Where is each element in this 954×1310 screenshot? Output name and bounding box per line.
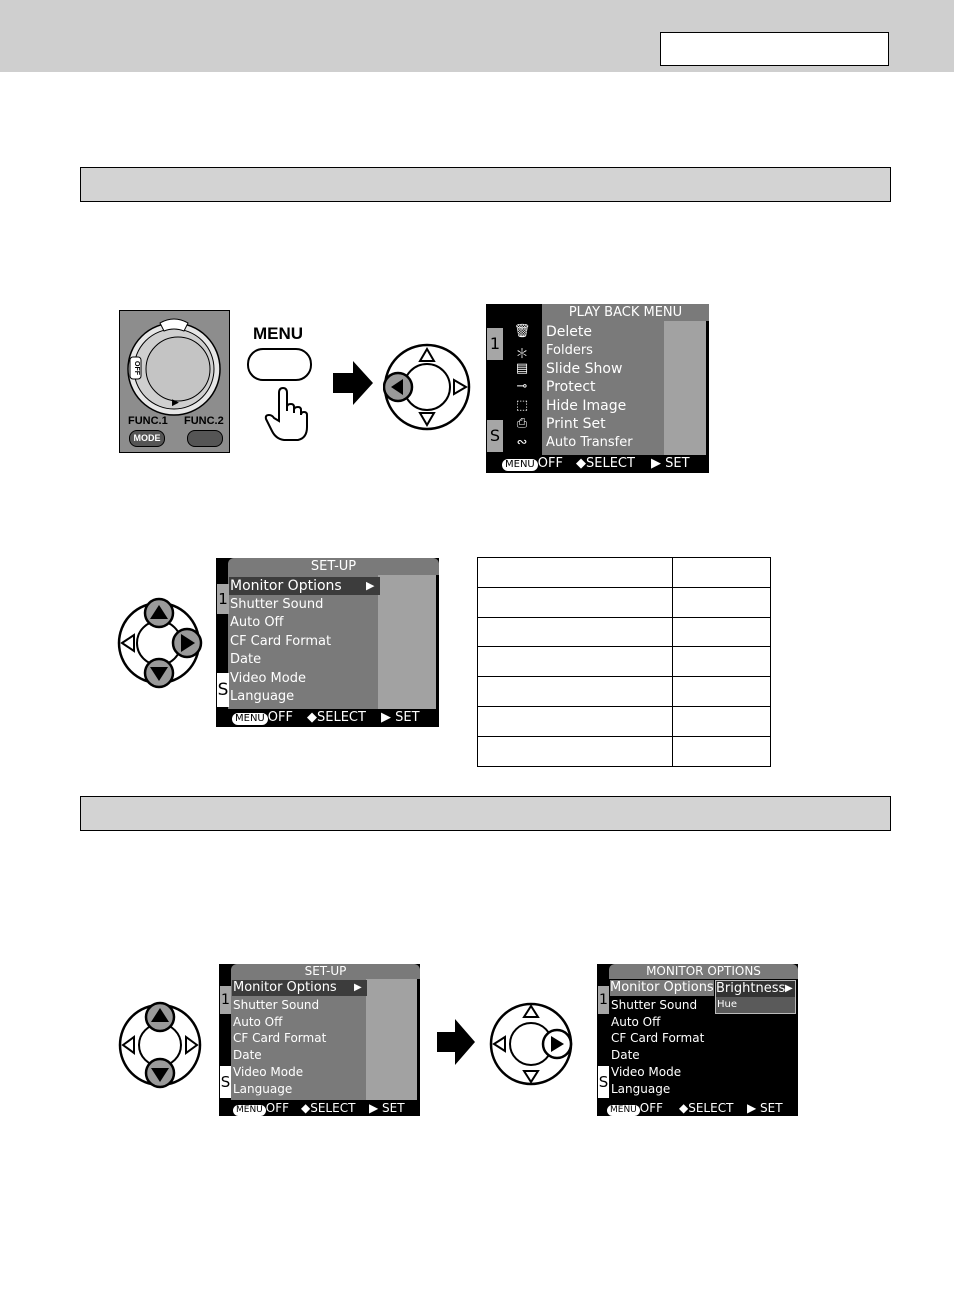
monitor-options-footer	[597, 1100, 798, 1116]
setup-menu-tab-s-small[interactable]: S	[220, 1066, 231, 1098]
setup-item-date[interactable]: Date	[233, 1048, 262, 1062]
table-row	[478, 617, 771, 647]
footer-select: ◆SELECT	[307, 710, 366, 725]
table-cell	[478, 677, 673, 707]
multi-selector-right-pressed[interactable]	[487, 998, 575, 1090]
submenu-item-hue[interactable]: Hue	[717, 999, 738, 1010]
menu-item-protect[interactable]: Protect	[546, 379, 596, 395]
next-step-arrow-icon	[333, 361, 373, 405]
setup-menu-tab-1-small[interactable]: 1	[220, 986, 231, 1014]
setup-item-auto-off[interactable]: Auto Off	[611, 1015, 661, 1029]
menu-button-label: MENU	[253, 324, 304, 343]
setup-item-language[interactable]: Language	[230, 689, 295, 704]
footer-off: OFF	[265, 1101, 290, 1115]
multi-selector-up-down-right[interactable]	[117, 597, 205, 689]
table-cell	[673, 647, 771, 677]
setup-item-monitor-options[interactable]: Monitor Options	[232, 980, 367, 996]
setup-item-cf-card-format[interactable]: CF Card Format	[233, 1031, 327, 1045]
setup-item-shutter-sound[interactable]: Shutter Sound	[233, 998, 320, 1012]
asterisk-folder-icon: ＊	[515, 347, 529, 362]
footer-select: ◆SELECT	[301, 1101, 356, 1115]
table-cell	[478, 706, 673, 736]
table-row	[478, 677, 771, 707]
footer-off: OFF	[267, 710, 293, 725]
setup-item-shutter-sound[interactable]: Shutter Sound	[611, 998, 698, 1012]
table-cell	[478, 736, 673, 766]
table-cell	[478, 617, 673, 647]
menu-item-delete[interactable]: Delete	[546, 324, 592, 340]
exposure-compensation-button[interactable]	[187, 430, 223, 447]
submenu-arrow-icon: ▶	[366, 579, 375, 592]
menu-button[interactable]	[247, 348, 312, 381]
table-cell	[673, 587, 771, 617]
func1-label: FUNC.1	[128, 415, 168, 427]
setup-item-monitor-options[interactable]: Monitor Options	[610, 980, 714, 995]
setup-item-video-mode[interactable]: Video Mode	[611, 1065, 682, 1079]
table-cell	[673, 736, 771, 766]
footer-set: ▶ SET	[369, 1101, 405, 1115]
playback-menu-title: PLAY BACK MENU	[542, 304, 709, 321]
playback-menu-screen	[486, 304, 709, 473]
table-row	[478, 736, 771, 766]
section-heading-bar	[80, 796, 891, 831]
setup-menu-footer	[216, 709, 439, 727]
multi-selector-left-pressed[interactable]	[383, 343, 471, 431]
dial-playback-icon: ▶	[172, 397, 179, 407]
menu-key-badge: MENU	[232, 713, 268, 725]
monitor-options-tab-s[interactable]: S	[598, 1066, 609, 1098]
multi-selector-up-down[interactable]	[118, 997, 206, 1093]
footer-set: ▶ SET	[381, 710, 420, 725]
table-row	[478, 706, 771, 736]
table-cell	[478, 587, 673, 617]
setup-item-cf-card-format[interactable]: CF Card Format	[230, 634, 332, 649]
setup-menu-title-small: SET-UP	[231, 964, 420, 979]
setup-item-auto-off[interactable]: Auto Off	[230, 615, 284, 630]
menu-key-badge: MENU	[607, 1105, 640, 1116]
table-cell	[673, 706, 771, 736]
playback-menu-tab-s[interactable]: S	[487, 420, 503, 452]
setup-menu-title: SET-UP	[228, 558, 439, 575]
monitor-options-tab-1[interactable]: 1	[598, 986, 609, 1014]
footer-select: ◆SELECT	[576, 456, 635, 471]
menu-item-print-set[interactable]: Print Set	[546, 416, 606, 432]
footer-set: ▶ SET	[651, 456, 690, 471]
menu-item-hide-image[interactable]: Hide Image	[546, 398, 627, 414]
table-cell	[673, 677, 771, 707]
func2-label: FUNC.2	[184, 415, 224, 427]
setup-item-shutter-sound[interactable]: Shutter Sound	[230, 597, 324, 612]
trash-icon: 🗑	[513, 324, 531, 339]
next-step-arrow-icon	[437, 1019, 475, 1065]
blank-settings-table	[477, 557, 771, 767]
setup-item-video-mode[interactable]: Video Mode	[233, 1065, 304, 1079]
menu-item-slide-show[interactable]: Slide Show	[546, 361, 623, 377]
setup-item-date[interactable]: Date	[611, 1048, 640, 1062]
slideshow-icon: ▤	[515, 361, 529, 376]
setup-item-cf-card-format[interactable]: CF Card Format	[611, 1031, 705, 1045]
menu-key-badge: MENU	[233, 1105, 266, 1116]
footer-off: OFF	[639, 1101, 664, 1115]
monitor-options-title: MONITOR OPTIONS	[609, 964, 798, 979]
setup-menu-tab-s[interactable]: S	[217, 673, 229, 707]
mode-button[interactable]: MODE	[129, 430, 165, 447]
transfer-icon: ∾	[516, 435, 528, 450]
setup-menu-screen-small	[219, 964, 420, 1116]
submenu-arrow-icon: ▶	[785, 983, 793, 994]
setup-item-date[interactable]: Date	[230, 652, 262, 667]
camera-mode-dial-panel	[119, 310, 230, 453]
footer-off: OFF	[537, 456, 563, 471]
setup-item-monitor-options[interactable]: Monitor Options	[229, 577, 380, 595]
submenu-arrow-icon: ▶	[354, 982, 362, 993]
playback-menu-footer	[486, 455, 709, 473]
chapter-tag-box	[660, 32, 889, 66]
print-icon: ⎙	[516, 416, 528, 431]
submenu-item-brightness[interactable]: Brightness	[716, 981, 795, 997]
setup-item-language[interactable]: Language	[233, 1082, 293, 1096]
section-heading-bar	[80, 167, 891, 202]
playback-menu-tab-1[interactable]: 1	[487, 328, 503, 360]
setup-item-auto-off[interactable]: Auto Off	[233, 1015, 283, 1029]
footer-select: ◆SELECT	[679, 1101, 734, 1115]
menu-item-folders[interactable]: Folders	[546, 343, 593, 358]
table-cell	[673, 617, 771, 647]
table-row	[478, 587, 771, 617]
hide-image-icon: ⬚	[515, 398, 529, 413]
setup-menu-screen	[216, 558, 439, 727]
setup-menu-footer-small	[219, 1100, 420, 1116]
menu-key-badge: MENU	[502, 459, 538, 471]
table-cell	[478, 558, 673, 588]
table-cell	[478, 647, 673, 677]
key-icon: ⊸	[516, 379, 528, 394]
menu-item-auto-transfer[interactable]: Auto Transfer	[546, 435, 633, 450]
setup-item-language[interactable]: Language	[611, 1082, 671, 1096]
setup-item-video-mode[interactable]: Video Mode	[230, 671, 306, 686]
table-row	[478, 647, 771, 677]
footer-set: ▶ SET	[747, 1101, 783, 1115]
dial-off-label: OFF	[133, 361, 140, 375]
monitor-options-screen	[597, 964, 798, 1116]
pressing-finger-icon	[262, 385, 310, 443]
setup-menu-tab-1[interactable]: 1	[217, 584, 229, 614]
table-row	[478, 558, 771, 588]
table-cell	[673, 558, 771, 588]
